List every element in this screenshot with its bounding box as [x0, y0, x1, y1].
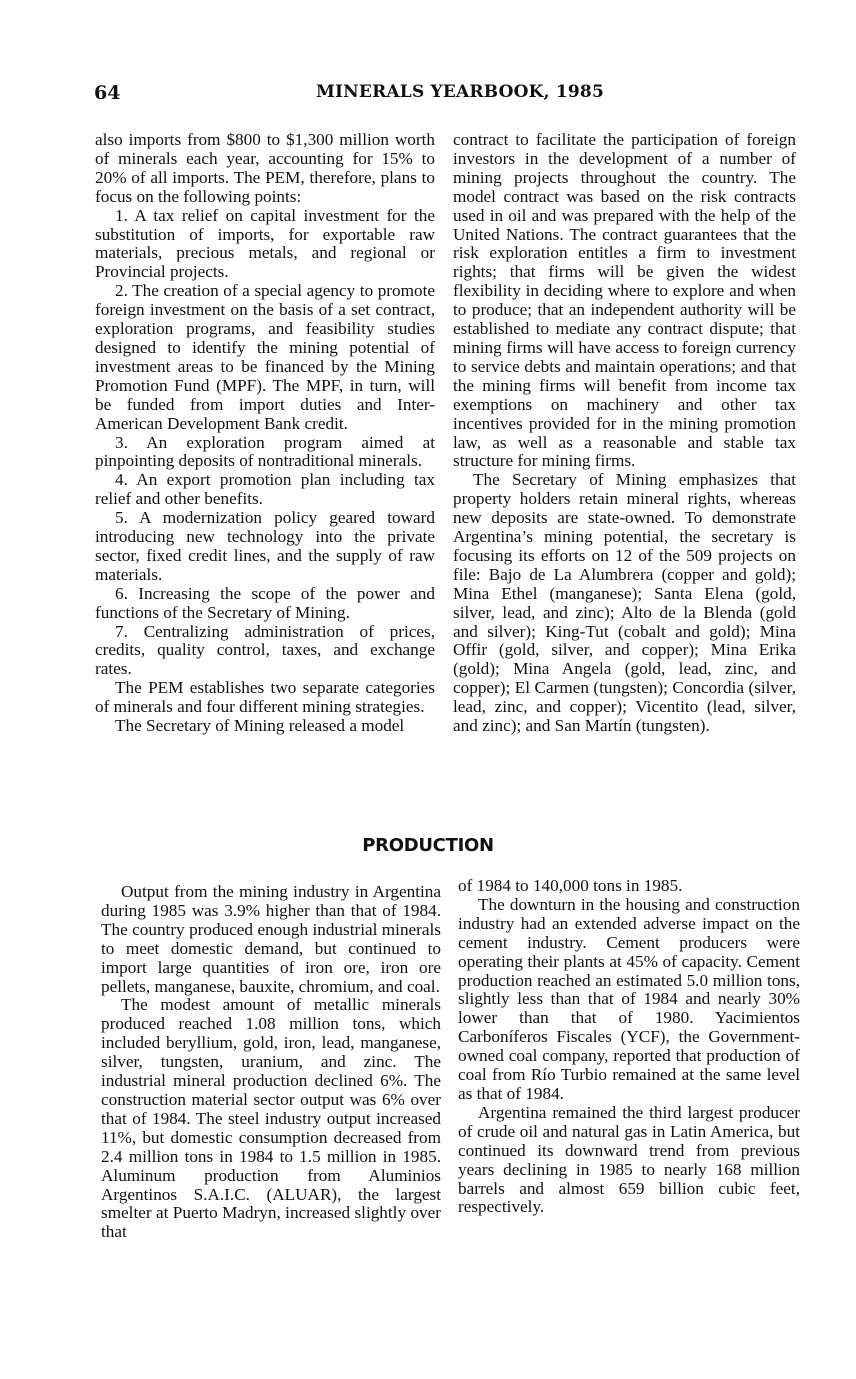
paragraph: The Secretary of Mining emphasizes that property holders retain mineral rights, whereas new deposits are state-owned. To demonstrate Argentina’s mining potential, the secretary is focusing its efforts on 12 of the 509 projects on file: Bajo de La Alumbrera (copper and gold); Mina Ethel (manganese); Santa Elena (gold, silver, lead, and zinc); Alto de la Blenda (gold and silver); King-Tut (cobalt and gold); Mina Offir (gold, silver, and copper); Mina Erika (gold); Mina Angela (gold, lead, zinc, and copper); El Carmen (tungsten); Concordia (silver, lead, zinc, and copper); Vicentito (lead, silver, and zinc); and San Martín (tungsten).	[453, 470, 796, 736]
paragraph: Argentina remained the third largest producer of crude oil and natural gas in Latin America, but continued its downward trend from previous years declining in 1985 to nearly 168 million barrels and almost 659 billion cubic feet, respectively.	[458, 1102, 800, 1217]
column-3	[101, 883, 441, 1242]
column-1	[95, 131, 435, 736]
paragraph: The PEM establishes two separate categories of minerals and four different mining strategies.	[95, 678, 435, 717]
column-2	[453, 131, 796, 736]
paragraph: The downturn in the housing and construction industry had an extended adverse impact on the cement industry. Cement producers were operating their plants at 45% of capacity. Cement production reached an estimated 5.0 million tons, slightly less than that of 1984 and nearly 30% lower than that of 1980. Yacimientos Carboníferos Fiscales (YCF), the Government-owned coal company, reported that production of coal from Río Turbio remained at the same level as that of 1984.	[458, 894, 800, 1103]
list-item: 7. Centralizing administration of prices, credits, quality control, taxes, and exchange rates.	[95, 621, 435, 679]
paragraph: contract to facilitate the participation of foreign investors in the development of a number of mining projects throughout the country. The model contract was based on the risk contracts used in oil and was prepared with the help of the United Nations. The contract guarantees that the risk exploration entitles a firm to investment rights; that firms will be given the widest flexibility in deciding where to explore and when to produce; that an independent authority will be established to mediate any contract dispute; that mining firms will have access to foreign currency to service debts and maintain operations; and that the mining firms will benefit from income tax exemptions on machinery and other tax incentives provided for in the mining promotion law, as well as a reasonable and stable tax structure for mining firms.	[453, 130, 796, 471]
paragraph: of 1984 to 140,000 tons in 1985.	[458, 876, 683, 895]
running-title: MINERALS YEARBOOK, 1985	[316, 82, 604, 102]
list-item: 6. Increasing the scope of the power and functions of the Secretary of Mining.	[95, 583, 435, 622]
list-item: 4. An export promotion plan including tax relief and other benefits.	[95, 470, 435, 509]
paragraph: The Secretary of Mining released a model	[115, 716, 405, 736]
paragraph: also imports from $800 to $1,300 million worth of minerals each year, accounting for 15% to 20% of all imports. The PEM, therefore, plans to focus on the following points:	[95, 130, 435, 206]
page-number: 64	[94, 82, 121, 104]
list-item: 1. A tax relief on capital investment for the substitution of imports, for exportable raw materials, precious metals, and regional or Provincial projects.	[95, 205, 435, 282]
section-heading: PRODUCTION	[362, 835, 494, 856]
list-item: 2. The creation of a special agency to promote foreign investment on the basis of a set contract, exploration programs, and feasibility studies designed to identify the mining potential of investment areas to be financed by the Mining Promotion Fund (MPF). The MPF, in turn, will be funded from import duties and Inter-American Development Bank credit.	[95, 281, 435, 433]
list-item: 3. An exploration program aimed at pinpointing deposits of nontraditional minerals.	[95, 432, 435, 471]
paragraph: Output from the mining industry in Argentina during 1985 was 3.9% higher than that of 1984. The country produced enough industrial minerals to meet domestic demand, but continued to import large quantities of iron ore, iron ore pellets, manganese, bauxite, chromium, and coal.	[101, 882, 441, 996]
paragraph: The modest amount of metallic minerals produced reached 1.08 million tons, which included beryllium, gold, iron, lead, manganese, silver, tungsten, uranium, and zinc. The industrial mineral production declined 6%. The construction material sector output was 6% over that of 1984. The steel industry output increased 11%, but domestic consumption decreased from 2.4 million tons in 1984 to 1.5 million in 1985. Aluminum production from Aluminios Argentinos S.A.I.C. (ALUAR), the largest smelter at Puerto Madryn, increased slightly over that	[101, 995, 441, 1242]
list-item: 5. A modernization policy geared toward introducing new technology into the private sector, fixed credit lines, and the supply of raw materials.	[95, 508, 435, 584]
running-header	[0, 82, 856, 112]
column-4	[458, 877, 800, 1217]
